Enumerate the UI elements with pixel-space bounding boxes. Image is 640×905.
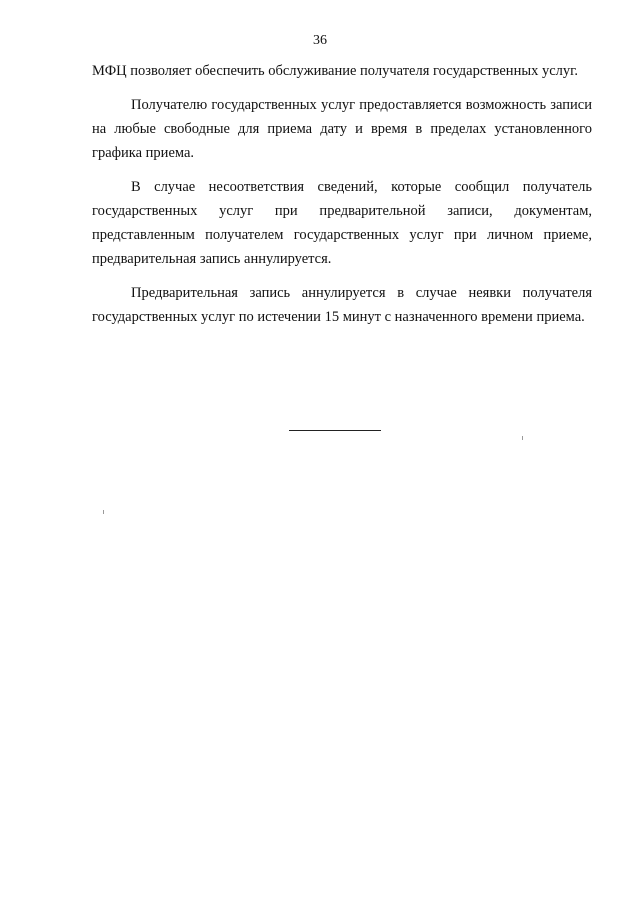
paragraph-appointment-booking: Получателю государственных услуг предоставляется возможность записи на любые свободные для приема дату и время в пределах установленного графика приема. [92,97,592,161]
page-number: 36 [313,33,327,48]
end-of-document-rule [289,430,381,431]
document-body [92,59,592,339]
scan-speck [103,510,104,514]
paragraph-no-show: Предварительная запись аннулируется в случае неявки получателя государственных услуг по истечении 15 минут с назначенного времени приема. [92,285,592,325]
paragraph-continuation: МФЦ позволяет обеспечить обслуживание получателя государственных услуг. [92,63,579,79]
scan-speck [522,436,523,440]
paragraph-data-mismatch: В случае несоответствия сведений, которые сообщил получатель государственных услуг при предварительной записи, документам, представленным получателем государственных услуг при личном приеме, предварительная запись аннулируется. [92,179,592,267]
